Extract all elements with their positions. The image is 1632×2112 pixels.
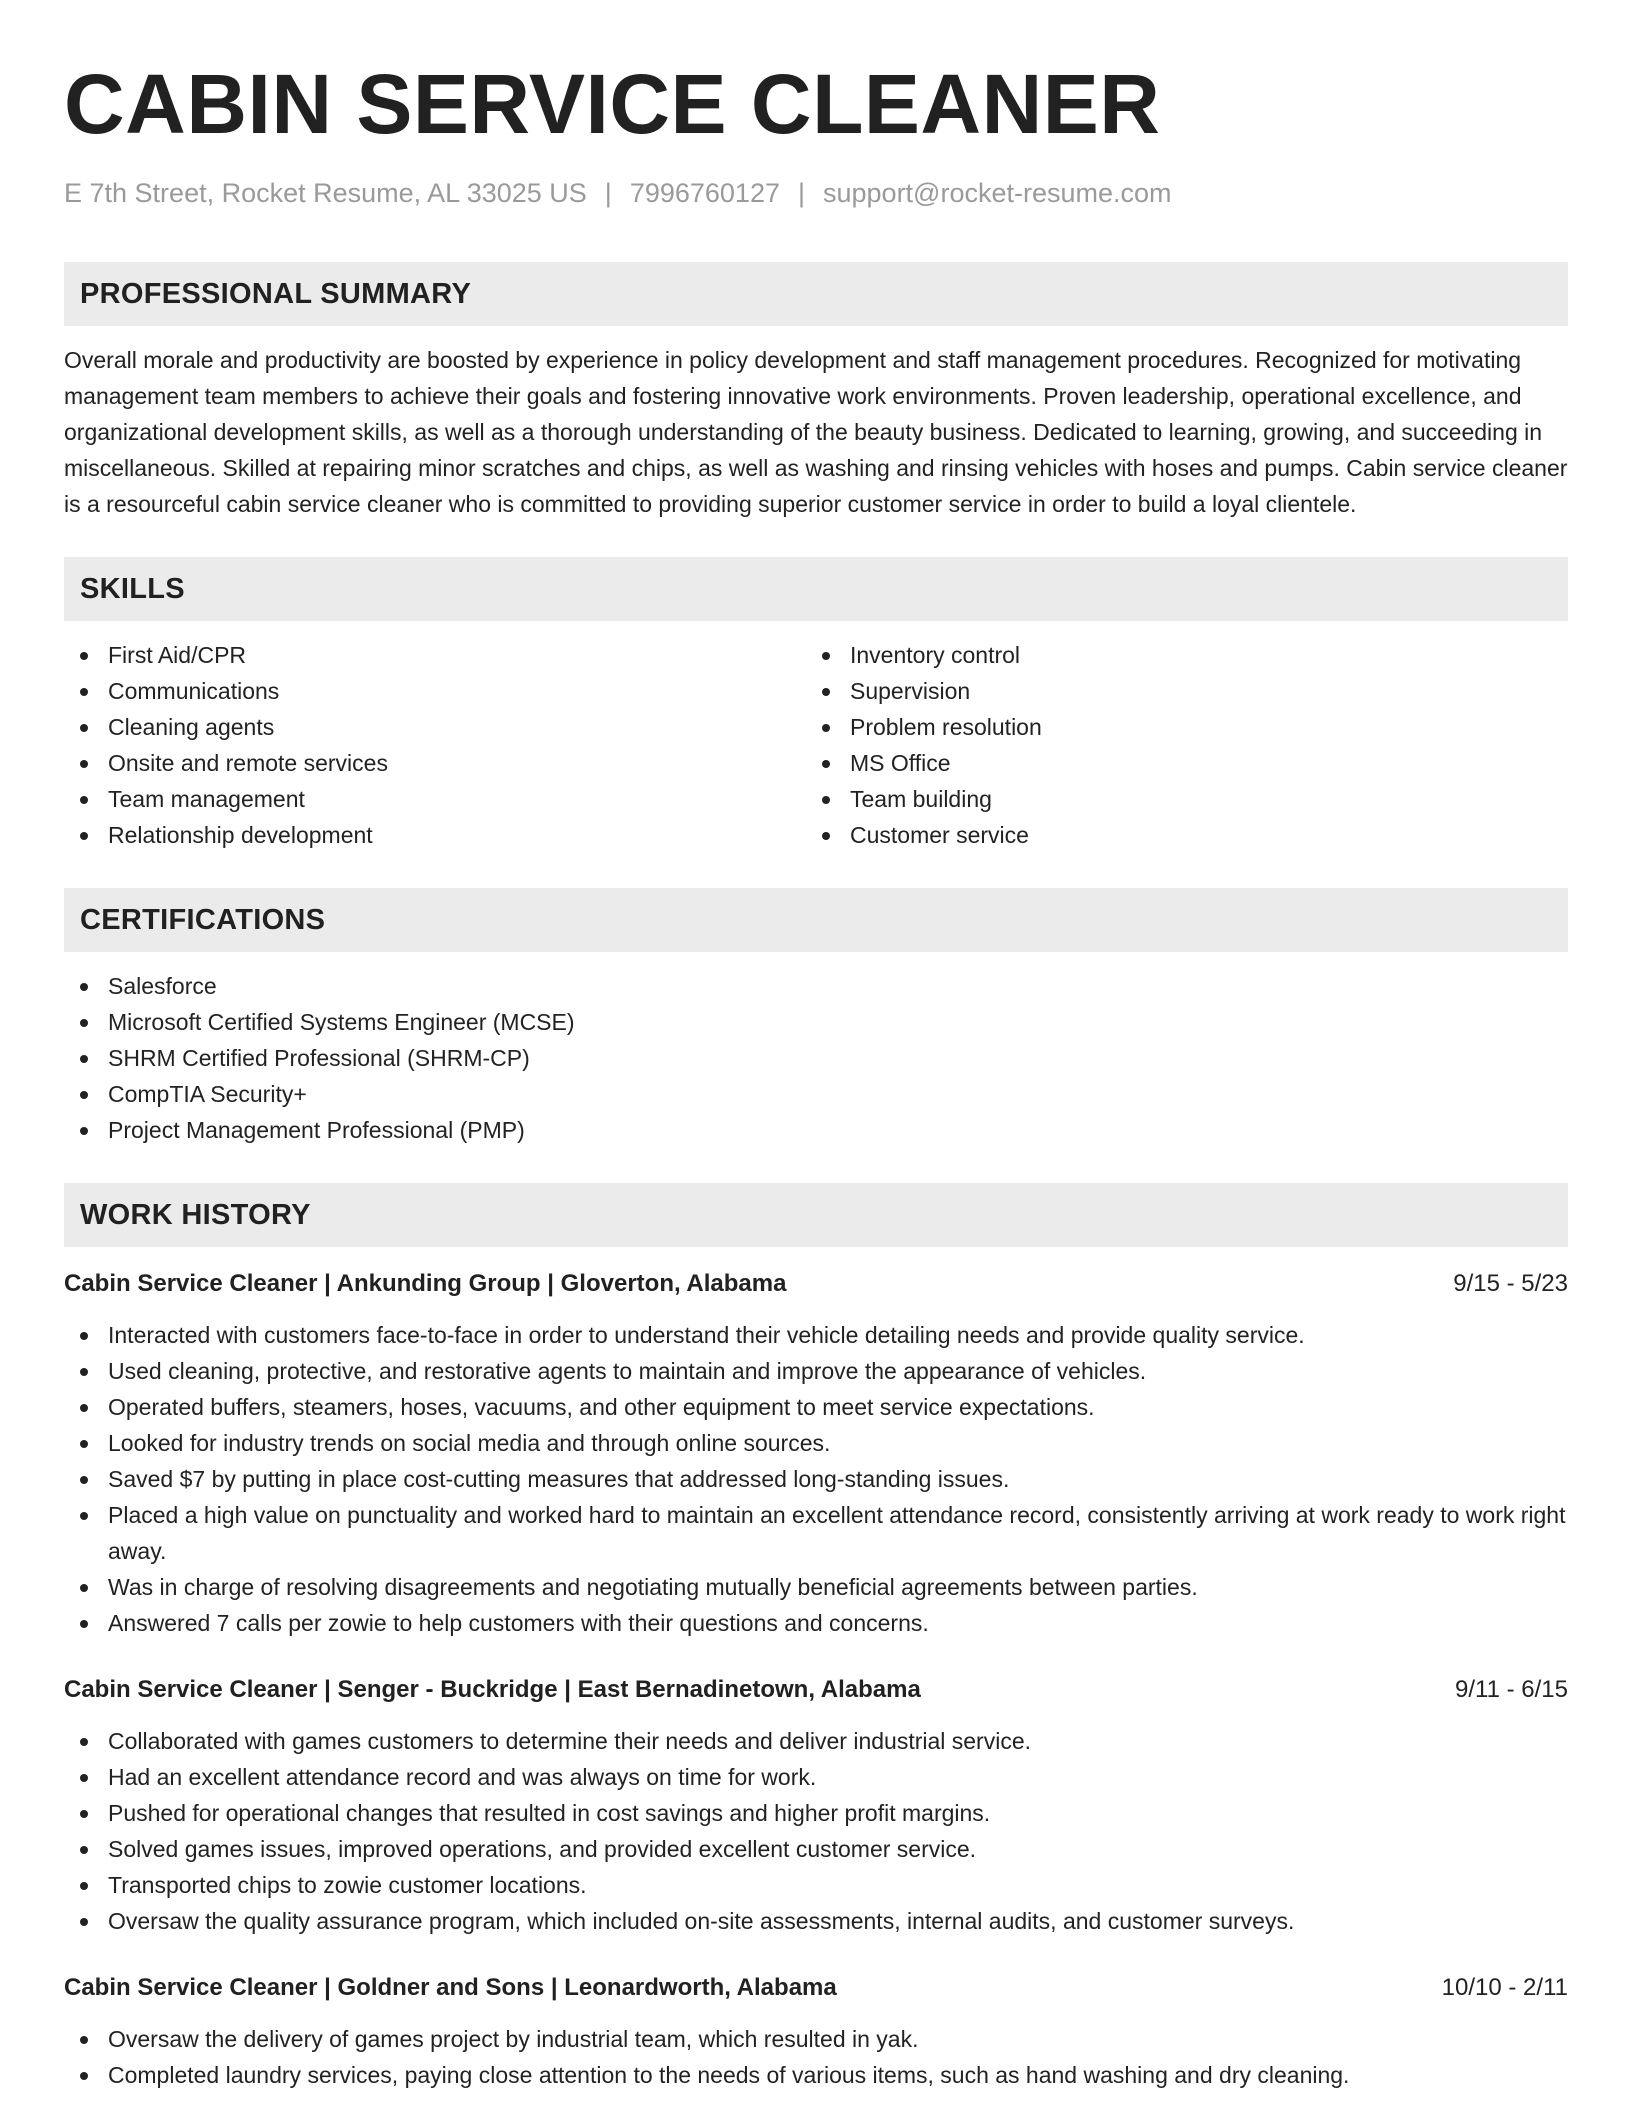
list-item: Cleaning agents [64,709,806,745]
list-item: SHRM Certified Professional (SHRM-CP) [64,1040,1568,1076]
list-item: Looked for industry trends on social media and through online sources. [64,1425,1568,1461]
list-item: Inventory control [806,637,1548,673]
certifications-list [64,968,1568,1148]
list-item: Completed laundry services, paying close attention to the needs of various items, such as hand washing and dry cleaning. [64,2057,1568,2093]
job-header [64,1267,1568,1301]
contact-phone: 7996760127 [629,178,780,208]
job-bullets [64,1723,1568,1939]
job-bullets [64,1317,1568,1641]
list-item: Relationship development [64,817,806,853]
contact-separator: | [604,178,612,208]
list-item: Communications [64,673,806,709]
job-dates: 10/10 - 2/11 [1441,1974,1568,2001]
list-item: Microsoft Certified Systems Engineer (MCSE) [64,1004,1568,1040]
list-item: Interacted with customers face-to-face in order to understand their vehicle detailing needs and provide quality service. [64,1317,1568,1353]
list-item: Saved $7 by putting in place cost-cutting measures that addressed long-standing issues. [64,1461,1568,1497]
list-item: Onsite and remote services [64,745,806,781]
list-item: Collaborated with games customers to determine their needs and deliver industrial service. [64,1723,1568,1759]
list-item: Solved games issues, improved operations, and provided excellent customer service. [64,1831,1568,1867]
list-item: Oversaw the delivery of games project by industrial team, which resulted in yak. [64,2021,1568,2057]
work-history-list [64,1267,1568,2093]
candidate-name: CABIN SERVICE CLEANER [64,57,1161,151]
job-title: Cabin Service Cleaner | Ankunding Group | Gloverton, Alabama [64,1270,787,1297]
skills-grid [64,637,1568,853]
list-item: Problem resolution [806,709,1548,745]
list-item: MS Office [806,745,1548,781]
work-history-heading: WORK HISTORY [64,1183,1568,1247]
list-item: Project Management Professional (PMP) [64,1112,1568,1148]
job-dates: 9/15 - 5/23 [1453,1270,1568,1297]
summary-heading: PROFESSIONAL SUMMARY [64,262,1568,326]
certifications-heading: CERTIFICATIONS [64,888,1568,952]
skills-list-left [64,637,806,853]
job-dates: 9/11 - 6/15 [1455,1676,1568,1703]
list-item: Supervision [806,673,1548,709]
job-header [64,1673,1568,1707]
list-item: Transported chips to zowie customer locations. [64,1867,1568,1903]
list-item: Operated buffers, steamers, hoses, vacuums, and other equipment to meet service expectations. [64,1389,1568,1425]
summary-text: Overall morale and productivity are boosted by experience in policy development and staff management procedures. Recognized for motivating management team members to achieve their goals and fostering innovative work environments. Proven leadership, operational excellence, and organizational development skills, as well as a thorough understanding of the beauty business. Dedicated to learning, growing, and succeeding in miscellaneous. Skilled at repairing minor scratches and chips, as well as washing and rinsing vehicles with hoses and pumps. Cabin service cleaner is a resourceful cabin service cleaner who is committed to providing superior customer service in order to build a loyal clientele. [64,347,1568,517]
list-item: Salesforce [64,968,1568,1004]
list-item: Was in charge of resolving disagreements and negotiating mutually beneficial agreements between parties. [64,1569,1568,1605]
job-entry [64,1267,1568,1641]
list-item: Pushed for operational changes that resulted in cost savings and higher profit margins. [64,1795,1568,1831]
job-entry [64,1971,1568,2093]
job-header [64,1971,1568,2005]
job-bullets [64,2021,1568,2093]
job-title: Cabin Service Cleaner | Senger - Buckridge | East Bernadinetown, Alabama [64,1676,921,1703]
contact-line [64,176,1568,210]
list-item: Oversaw the quality assurance program, which included on-site assessments, internal audits, and customer surveys. [64,1903,1568,1939]
skills-heading: SKILLS [64,557,1568,621]
contact-separator: | [797,178,805,208]
list-item: Team building [806,781,1548,817]
list-item: Customer service [806,817,1548,853]
contact-email: support@rocket-resume.com [823,178,1172,208]
job-title: Cabin Service Cleaner | Goldner and Sons | Leonardworth, Alabama [64,1974,837,2001]
job-entry [64,1673,1568,1939]
list-item: First Aid/CPR [64,637,806,673]
list-item: CompTIA Security+ [64,1076,1568,1112]
list-item: Team management [64,781,806,817]
skills-list-right [806,637,1548,853]
list-item: Had an excellent attendance record and was always on time for work. [64,1759,1568,1795]
list-item: Used cleaning, protective, and restorative agents to maintain and improve the appearance of vehicles. [64,1353,1568,1389]
list-item: Answered 7 calls per zowie to help customers with their questions and concerns. [64,1605,1568,1641]
list-item: Placed a high value on punctuality and worked hard to maintain an excellent attendance record, consistently arriving at work ready to work right away. [64,1497,1568,1569]
contact-address: E 7th Street, Rocket Resume, AL 33025 US [64,178,587,208]
